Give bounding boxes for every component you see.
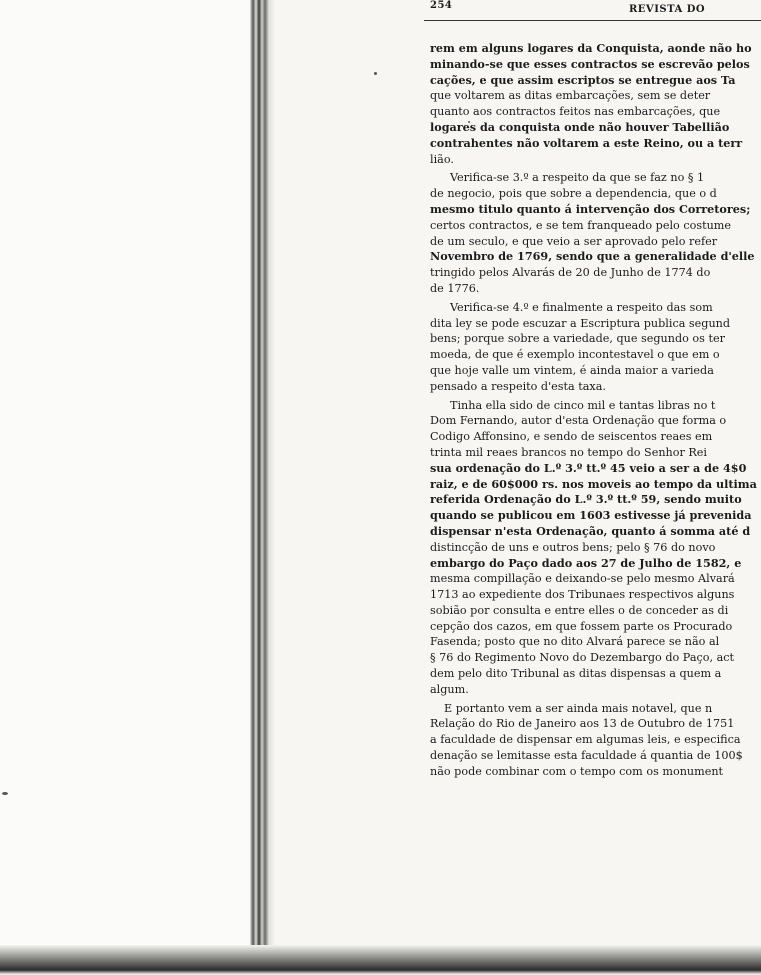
text-line: sobião por consulta e entre elles o de conceder as di <box>430 603 729 617</box>
text-line: cações, e que assim escriptos se entregue aos Ta <box>430 72 736 87</box>
page-number: 254 <box>430 0 453 11</box>
text-line: mesma compillação e deixando-se pelo mesmo Alvará <box>430 572 735 586</box>
text-line: não pode combinar com o tempo com os monument <box>430 764 724 778</box>
text-line: 1713 ao expediente dos Tribunaes respectivos alguns <box>430 588 735 602</box>
paragraph <box>430 300 761 395</box>
page-header <box>424 0 761 21</box>
scanned-page <box>424 0 761 930</box>
text-line: Verifica-se 4.º e finalmente a respeito das som <box>450 300 713 314</box>
text-line: tringido pelos Alvarás de 20 de Junho de 1774 do <box>430 266 711 280</box>
text-line: bens; porque sobre a variedade, que segundo os ter <box>430 332 725 346</box>
text-line: quanto aos contractos feitos nas embarcações, que <box>430 105 721 119</box>
text-line: de 1776. <box>430 281 480 295</box>
text-line: Verifica-se 3.º a respeito da que se faz no § 1 <box>450 171 705 185</box>
facing-page-blank <box>0 0 250 975</box>
text-line: Fasenda; posto que no dito Alvará parece se não al <box>430 635 720 649</box>
margin-speck <box>2 792 8 795</box>
text-line: minando-se que esses contractos se escrevão pelos <box>430 56 750 71</box>
text-line: algum. <box>430 682 469 696</box>
text-line: de um seculo, e que veio a ser aprovado pelo refer <box>430 234 718 248</box>
text-line: denação se lemitasse esta faculdade á quantia de 100$ <box>430 749 743 763</box>
text-line: dem pelo dito Tribunal as ditas dispensas a quem a <box>430 667 722 681</box>
text-line: que hoje valle um vintem, é ainda maior a varieda <box>430 363 714 377</box>
text-line: que voltarem as ditas embarcações, sem se deter <box>430 89 711 103</box>
text-line: E portanto vem a ser ainda mais notavel, que n <box>444 701 713 715</box>
text-line: raiz, e de 60$000 rs. nos moveis ao tempo da ultima <box>430 476 757 491</box>
text-line: mesmo titulo quanto á intervenção dos Corretores; <box>430 201 751 216</box>
paragraph <box>430 398 761 698</box>
paragraph <box>430 41 761 167</box>
text-line: Tinha ella sido de cinco mil e tantas libras no t <box>450 398 716 412</box>
text-line: embargo do Paço dado aos 27 de Julho de 1582, e <box>430 555 742 570</box>
text-line: Novembro de 1769, sendo que a generalidade d'elle <box>430 249 755 264</box>
text-line: quando se publicou em 1603 estivesse já prevenida <box>430 508 752 523</box>
text-line: Dom Fernando, autor d'esta Ordenação que forma o <box>430 414 727 428</box>
text-line: cepção dos cazos, em que fossem parte os Procurado <box>430 619 733 633</box>
body-text <box>424 41 761 783</box>
text-line: de negocio, pois que sobre a dependencia, que o d <box>430 187 717 201</box>
margin-speck <box>374 72 377 75</box>
text-line: lião. <box>430 152 454 166</box>
page-bottom-edge <box>0 945 761 975</box>
text-line: moeda, de que é exemplo incontestavel o que em o <box>430 348 720 362</box>
text-line: sua ordenação do L.º 3.º tt.º 45 veio a ser a de 4$0 <box>430 460 747 475</box>
paragraph <box>430 701 761 780</box>
text-line: certos contractos, e se tem franqueado pelo costume <box>430 218 732 232</box>
book-gutter <box>250 0 274 975</box>
text-line: logares da conquista onde não houver Tabellião <box>430 119 730 134</box>
text-line: Relação do Rio de Janeiro aos 13 de Outubro de 1751 <box>430 717 735 731</box>
text-line: distincção de uns e outros bens; pelo § 76 do novo <box>430 540 716 554</box>
text-line: rem em alguns logares da Conquista, aonde não ho <box>430 41 752 55</box>
text-line: referida Ordenação do L.º 3.º tt.º 59, sendo muito <box>430 492 742 507</box>
text-line: Codigo Affonsino, e sendo de seiscentos reaes em <box>430 430 713 444</box>
text-line: a faculdade de dispensar em algumas leis, e especifica <box>430 733 741 747</box>
text-line: trinta mil reaes brancos no tempo do Senhor Rei <box>430 445 707 459</box>
text-line: dispensar n'esta Ordenação, quanto á somma até d <box>430 523 751 538</box>
paragraph <box>430 170 761 296</box>
running-head: REVISTA DO <box>629 4 706 15</box>
text-line: pensado a respeito d'esta taxa. <box>430 379 606 393</box>
text-line: § 76 do Regimento Novo do Dezembargo do Paço, act <box>430 651 735 665</box>
text-line: contrahentes não voltarem a este Reino, ou a terr <box>430 135 743 150</box>
text-line: dita ley se pode escuzar a Escriptura publica segund <box>430 316 731 330</box>
